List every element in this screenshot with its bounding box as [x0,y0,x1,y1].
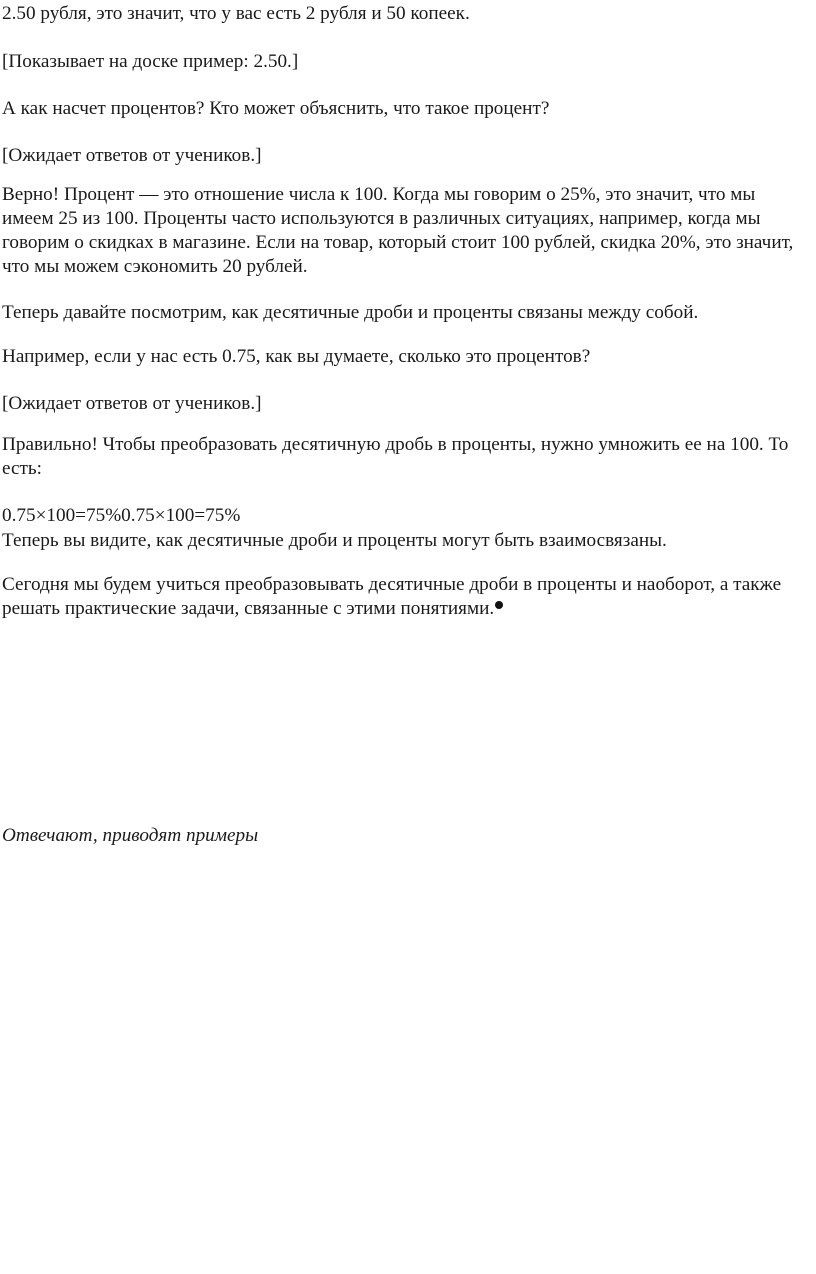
paragraph-example-question: Например, если у нас есть 0.75, как вы думаете, сколько это процентов? [2,346,591,367]
formula-line: 0.75×100=75%0.75×100=75% [2,505,241,526]
paragraph-percent-question: А как насчет процентов? Кто может объяснить, что такое процент? [2,98,550,119]
paragraph-today-goals [2,573,808,621]
side-note-student-activity: Отвечают, приводят примеры [2,825,259,846]
paragraph-percent-definition: Верно! Процент — это отношение числа к 100. Когда мы говорим о 25%, это значит, что мы имеем 25 из 100. Проценты часто используются в различных ситуациях, например, когда мы говорим о скидках в магазине. Если на товар, который стоит 100 рублей, скидка 20%, это значит, что мы можем сэкономить 20 рублей. [2,184,794,277]
paragraph-awaits-answers-2: [Ожидает ответов от учеников.] [2,393,262,414]
paragraph-relationship-intro: Теперь давайте посмотрим, как десятичные дроби и проценты связаны между собой. [2,302,699,323]
paragraph-today-goals-text: Сегодня мы будем учиться преобразовывать десятичные дроби в проценты и наоборот, а также решать практические задачи, связанные с этими понятиями. [2,574,782,619]
bullet-dot-icon [495,601,503,609]
paragraph-conversion-rule: Правильно! Чтобы преобразовать десятичную дробь в проценты, нужно умножить ее на 100. То есть: [2,434,789,479]
paragraph-rubles-explanation: 2.50 рубля, это значит, что у вас есть 2 рубля и 50 копеек. [2,3,470,24]
paragraph-board-example: [Показывает на доске пример: 2.50.] [2,51,299,72]
paragraph-interrelated: Теперь вы видите, как десятичные дроби и проценты могут быть взаимосвязаны. [2,530,667,551]
paragraph-awaits-answers-1: [Ожидает ответов от учеников.] [2,145,262,166]
